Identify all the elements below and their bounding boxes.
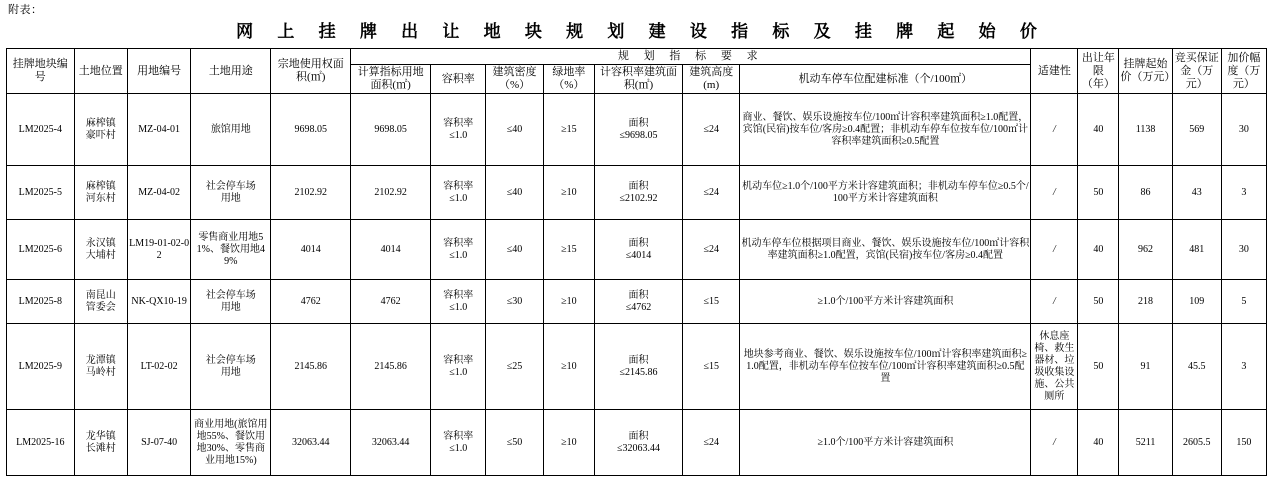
cell-height: ≤15 <box>683 324 740 410</box>
col-suitability: 适建性 <box>1031 49 1078 94</box>
cell-land_use: 零售商业用地51%、餐饮用地49% <box>191 220 271 280</box>
cell-land_no: NK-QX10-19 <box>127 280 191 324</box>
cell-parking: ≥1.0个/100平方米计容建筑面积 <box>740 280 1031 324</box>
table-row <box>7 166 1267 220</box>
cell-suitability: / <box>1031 280 1078 324</box>
cell-deposit: 481 <box>1172 220 1221 280</box>
cell-parking: 地块参考商业、餐饮、娱乐设施按车位/100㎡计容积率建筑面积≥1.0配置，非机动车停车位按车位/100㎡计容积率建筑面积≥0.5配置 <box>740 324 1031 410</box>
cell-increment: 3 <box>1221 166 1266 220</box>
cell-deposit: 569 <box>1172 94 1221 166</box>
cell-land_use: 社会停车场 用地 <box>191 280 271 324</box>
cell-density: ≤25 <box>486 324 543 410</box>
cell-parcel_no: LM2025-16 <box>7 410 75 476</box>
cell-land_use: 旅馆用地 <box>191 94 271 166</box>
cell-land_use: 社会停车场 用地 <box>191 324 271 410</box>
col-start-price: 挂牌起始价（万元） <box>1119 49 1172 94</box>
col-far: 容积率 <box>431 65 486 94</box>
cell-location: 永汉镇 大埔村 <box>74 220 127 280</box>
cell-increment: 150 <box>1221 410 1266 476</box>
cell-green: ≥15 <box>543 94 594 166</box>
cell-increment: 30 <box>1221 220 1266 280</box>
cell-green: ≥15 <box>543 220 594 280</box>
header-row-1 <box>7 49 1267 65</box>
cell-start_price: 86 <box>1119 166 1172 220</box>
cell-site_area: 32063.44 <box>271 410 351 476</box>
cell-height: ≤24 <box>683 410 740 476</box>
cell-density: ≤40 <box>486 94 543 166</box>
col-green: 绿地率（%） <box>543 65 594 94</box>
cell-far_area: 面积 ≤4762 <box>594 280 682 324</box>
cell-suitability: / <box>1031 220 1078 280</box>
cell-start_price: 91 <box>1119 324 1172 410</box>
cell-land_no: MZ-04-01 <box>127 94 191 166</box>
cell-term: 50 <box>1078 166 1119 220</box>
cell-location: 麻榨镇 河东村 <box>74 166 127 220</box>
cell-density: ≤40 <box>486 220 543 280</box>
cell-location: 龙华镇 长滩村 <box>74 410 127 476</box>
cell-far: 容积率 ≤1.0 <box>431 220 486 280</box>
col-increment: 加价幅度（万元） <box>1221 49 1266 94</box>
cell-parcel_no: LM2025-6 <box>7 220 75 280</box>
cell-land_use: 商业用地(旅馆用地55%、餐饮用地30%、零售商业用地15%) <box>191 410 271 476</box>
cell-location: 南昆山 管委会 <box>74 280 127 324</box>
cell-suitability: 休息座椅、救生器材、垃圾收集设施、公共厕所 <box>1031 324 1078 410</box>
cell-far: 容积率 ≤1.0 <box>431 324 486 410</box>
cell-start_price: 5211 <box>1119 410 1172 476</box>
cell-parking: 商业、餐饮、娱乐设施按车位/100㎡计容积率建筑面积≥1.0配置，宾馆(民宿)按车位/客房≥0.4配置；非机动车停车位按车位/100㎡计容积率建筑面积≥0.5配置 <box>740 94 1031 166</box>
cell-increment: 5 <box>1221 280 1266 324</box>
cell-land_no: LT-02-02 <box>127 324 191 410</box>
cell-far_area: 面积 ≤32063.44 <box>594 410 682 476</box>
table-row <box>7 220 1267 280</box>
cell-land_no: MZ-04-02 <box>127 166 191 220</box>
cell-term: 50 <box>1078 280 1119 324</box>
cell-density: ≤50 <box>486 410 543 476</box>
col-location: 土地位置 <box>74 49 127 94</box>
table-head <box>7 49 1267 94</box>
cell-far: 容积率 ≤1.0 <box>431 166 486 220</box>
table-row <box>7 94 1267 166</box>
cell-suitability: / <box>1031 166 1078 220</box>
cell-deposit: 109 <box>1172 280 1221 324</box>
cell-location: 麻榨镇 豪吓村 <box>74 94 127 166</box>
cell-far_area: 面积 ≤4014 <box>594 220 682 280</box>
attachment-label: 附表： <box>8 4 43 16</box>
cell-land_no: LM19-01-02-02 <box>127 220 191 280</box>
cell-calc_area: 9698.05 <box>351 94 431 166</box>
cell-density: ≤30 <box>486 280 543 324</box>
cell-increment: 3 <box>1221 324 1266 410</box>
col-parcel-no: 挂牌地块编号 <box>7 49 75 94</box>
cell-far_area: 面积 ≤2102.92 <box>594 166 682 220</box>
cell-deposit: 43 <box>1172 166 1221 220</box>
cell-location: 龙潭镇 马岭村 <box>74 324 127 410</box>
col-calc-area: 计算指标用地面积(㎡) <box>351 65 431 94</box>
cell-parcel_no: LM2025-8 <box>7 280 75 324</box>
cell-height: ≤24 <box>683 94 740 166</box>
cell-far_area: 面积 ≤2145.86 <box>594 324 682 410</box>
cell-suitability: / <box>1031 94 1078 166</box>
table-row <box>7 324 1267 410</box>
col-deposit: 竞买保证金（万元） <box>1172 49 1221 94</box>
cell-parcel_no: LM2025-4 <box>7 94 75 166</box>
cell-green: ≥10 <box>543 410 594 476</box>
cell-start_price: 1138 <box>1119 94 1172 166</box>
cell-far: 容积率 ≤1.0 <box>431 410 486 476</box>
cell-term: 40 <box>1078 94 1119 166</box>
col-density: 建筑密度（%） <box>486 65 543 94</box>
cell-parcel_no: LM2025-9 <box>7 324 75 410</box>
cell-green: ≥10 <box>543 166 594 220</box>
cell-height: ≤24 <box>683 220 740 280</box>
table-row <box>7 280 1267 324</box>
cell-far_area: 面积 ≤9698.05 <box>594 94 682 166</box>
cell-start_price: 218 <box>1119 280 1172 324</box>
land-parcel-table <box>6 48 1267 476</box>
cell-density: ≤40 <box>486 166 543 220</box>
cell-start_price: 962 <box>1119 220 1172 280</box>
cell-parcel_no: LM2025-5 <box>7 166 75 220</box>
cell-deposit: 2605.5 <box>1172 410 1221 476</box>
cell-calc_area: 4762 <box>351 280 431 324</box>
cell-calc_area: 2102.92 <box>351 166 431 220</box>
cell-site_area: 2145.86 <box>271 324 351 410</box>
col-site-area: 宗地使用权面积(㎡) <box>271 49 351 94</box>
cell-increment: 30 <box>1221 94 1266 166</box>
page-title: 网 上 挂 牌 出 让 地 块 规 划 建 设 指 标 及 挂 牌 起 始 价 <box>236 22 1047 41</box>
cell-parking: ≥1.0个/100平方米计容建筑面积 <box>740 410 1031 476</box>
cell-deposit: 45.5 <box>1172 324 1221 410</box>
cell-calc_area: 32063.44 <box>351 410 431 476</box>
cell-land_no: SJ-07-40 <box>127 410 191 476</box>
cell-term: 40 <box>1078 220 1119 280</box>
cell-far: 容积率 ≤1.0 <box>431 280 486 324</box>
cell-height: ≤15 <box>683 280 740 324</box>
cell-parking: 机动车位≥1.0个/100平方米计容建筑面积；非机动车停车位≥0.5个/100平方米计容建筑面积 <box>740 166 1031 220</box>
col-height: 建筑高度(m) <box>683 65 740 94</box>
cell-site_area: 4762 <box>271 280 351 324</box>
col-term: 出让年限（年） <box>1078 49 1119 94</box>
cell-parking: 机动车停车位根据项目商业、餐饮、娱乐设施按车位/100㎡计容积率建筑面积≥1.0配置，宾馆(民宿)按车位/客房≥0.4配置 <box>740 220 1031 280</box>
cell-calc_area: 2145.86 <box>351 324 431 410</box>
col-land-no: 用地编号 <box>127 49 191 94</box>
cell-site_area: 4014 <box>271 220 351 280</box>
col-group-planning: 规 划 指 标 要 求 <box>351 49 1031 65</box>
cell-green: ≥10 <box>543 280 594 324</box>
table-body <box>7 94 1267 476</box>
cell-suitability: / <box>1031 410 1078 476</box>
cell-term: 50 <box>1078 324 1119 410</box>
col-parking: 机动车停车位配建标准（个/100㎡） <box>740 65 1031 94</box>
cell-calc_area: 4014 <box>351 220 431 280</box>
col-land-use: 土地用途 <box>191 49 271 94</box>
cell-land_use: 社会停车场 用地 <box>191 166 271 220</box>
cell-site_area: 2102.92 <box>271 166 351 220</box>
cell-site_area: 9698.05 <box>271 94 351 166</box>
cell-term: 40 <box>1078 410 1119 476</box>
col-far-area: 计容积率建筑面积(㎡) <box>594 65 682 94</box>
table-row <box>7 410 1267 476</box>
cell-far: 容积率 ≤1.0 <box>431 94 486 166</box>
cell-height: ≤24 <box>683 166 740 220</box>
cell-green: ≥10 <box>543 324 594 410</box>
